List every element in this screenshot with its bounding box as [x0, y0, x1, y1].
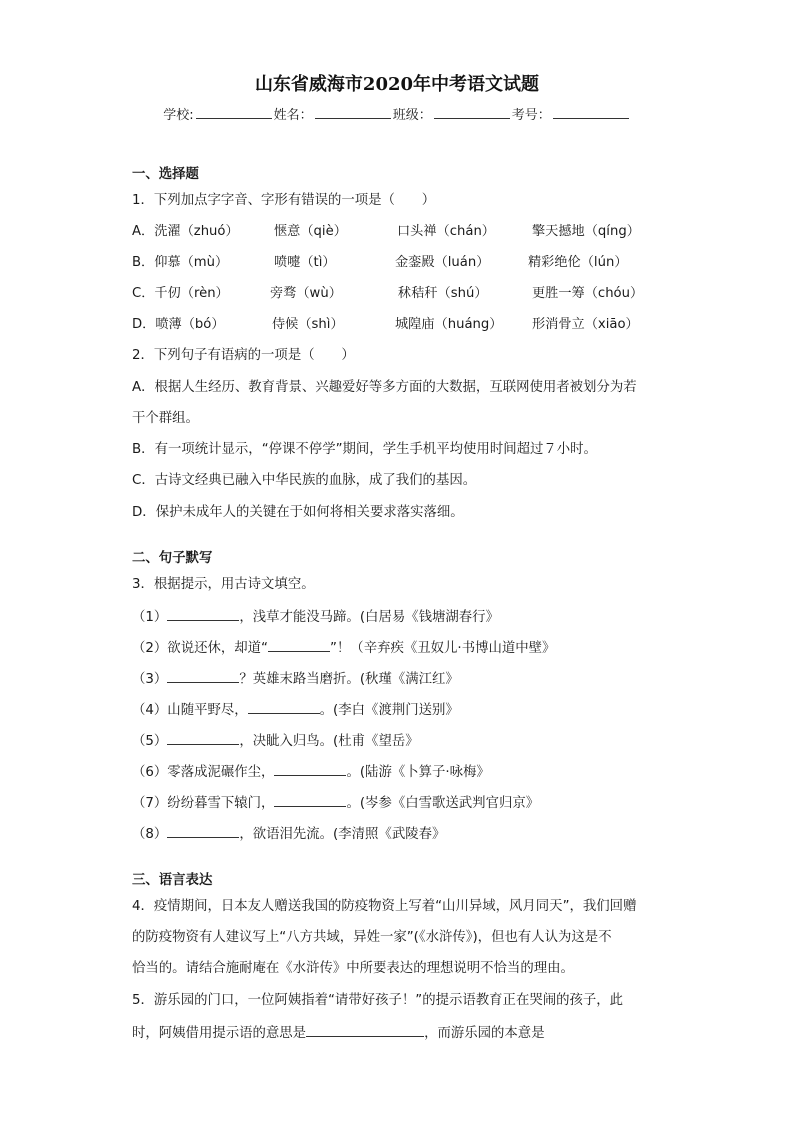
- exam-no-blank[interactable]: [553, 104, 629, 119]
- q4-line3: 恰当的。请结合施耐庵在《水浒传》中所要表达的理想说明不恰当的理由。: [132, 961, 574, 976]
- q3-item-2: （2）欲说还休，却道“ ”！（辛弃疾《丑奴儿·书博山道中壁》: [132, 638, 555, 658]
- q1-option-d-3: 城隍庙（huáng）: [395, 317, 503, 332]
- answer-blank[interactable]: [167, 607, 239, 621]
- section-heading-choice: 一、选择题: [132, 167, 199, 182]
- answer-blank[interactable]: [306, 1023, 424, 1037]
- q1-option-b-2: 喷嚏（tì）: [274, 255, 336, 270]
- name-label: 姓名：: [273, 108, 313, 123]
- q1-stem: 1．下列加点字字音、字形有错误的一项是（ ）: [132, 193, 436, 208]
- q2-option-b: B．有一项统计显示，“停课不停学”期间，学生手机平均使用时间超过７小时。: [132, 442, 597, 457]
- q1-option-d-4: 形消骨立（xiāo）: [532, 317, 639, 332]
- q2-option-a-line2: 干个群组。: [132, 411, 199, 426]
- class-label: 班级：: [392, 108, 432, 123]
- q1-option-b-3: 金銮殿（luán）: [395, 255, 490, 270]
- q3-item-8: （8） ，欲语泪先流。(李清照《武陵春》: [132, 824, 445, 844]
- answer-blank[interactable]: [268, 638, 330, 652]
- q2-option-d: D．保护未成年人的关键在于如何将相关要求落实落细。: [132, 505, 464, 520]
- answer-blank[interactable]: [167, 824, 239, 838]
- section-heading-expression: 三、语言表达: [132, 873, 213, 888]
- q1-option-a-2: 惬意（qiè）: [274, 224, 347, 239]
- q1-option-b-4: 精彩绝伦（lún）: [528, 255, 628, 270]
- q4-line2: 的防疫物资有人建议写上“八方共域，异姓一家”(《水浒传》)，但也有人认为这是不: [132, 930, 612, 945]
- q3-item-1: （1） ，浅草才能没马蹄。(白居易《钱塘湖春行》: [132, 607, 499, 627]
- q3-item-4: （4）山随平野尽， 。(李白《渡荆门送别》: [132, 700, 459, 720]
- q3-item-6: （6）零落成泥碾作尘， 。(陆游《卜算子·咏梅》: [132, 762, 490, 782]
- q1-option-c-1: C．千仞（rèn）: [132, 286, 229, 301]
- q1-option-c-3: 秫秸秆（shú）: [398, 286, 488, 301]
- q3-item-3: （3） ？英雄末路当磨折。(秋瑾《满江红》: [132, 669, 459, 689]
- answer-blank[interactable]: [167, 731, 239, 745]
- student-info-line: [0, 104, 794, 123]
- page-title: 山东省威海市2020年中考语文试题: [254, 74, 540, 95]
- answer-blank[interactable]: [248, 700, 320, 714]
- q5-line1: 5．游乐园的门口，一位阿姨指着“请带好孩子！”的提示语教育正在哭闹的孩子，此: [132, 993, 624, 1008]
- q1-option-c-4: 更胜一筹（chóu）: [532, 286, 644, 301]
- q2-option-c: C．古诗文经典已融入中华民族的血脉，成了我们的基因。: [132, 473, 477, 488]
- q5-line2: 时，阿姨借用提示语的意思是 ，而游乐园的本意是: [132, 1023, 545, 1043]
- q1-option-c-2: 旁骛（wù）: [270, 286, 342, 301]
- section-heading-recitation: 二、句子默写: [132, 551, 213, 566]
- q4-line1: 4．疫情期间，日本友人赠送我国的防疫物资上写着“山川异域，风月同天”，我们回赠: [132, 899, 637, 914]
- answer-blank[interactable]: [274, 793, 346, 807]
- answer-blank[interactable]: [274, 762, 346, 776]
- q1-option-d-2: 侍候（shì）: [272, 317, 344, 332]
- q1-option-d-1: D．喷薄（bó）: [132, 317, 225, 332]
- class-blank[interactable]: [434, 104, 510, 119]
- q2-stem: 2．下列句子有语病的一项是（ ）: [132, 348, 355, 363]
- q3-stem: 3．根据提示，用古诗文填空。: [132, 577, 315, 592]
- q1-option-a-4: 擎天撼地（qíng）: [532, 224, 640, 239]
- q2-option-a-line1: A．根据人生经历、教育背景、兴趣爱好等多方面的大数据，互联网使用者被划分为若: [132, 380, 637, 395]
- q1-option-a-3: 口头禅（chán）: [397, 224, 495, 239]
- school-blank[interactable]: [196, 104, 272, 119]
- q3-item-5: （5） ，决眦入归鸟。(杜甫《望岳》: [132, 731, 419, 751]
- q1-option-a-1: A．洗濯（zhuó）: [132, 224, 239, 239]
- answer-blank[interactable]: [167, 669, 239, 683]
- school-label: 学校:: [163, 108, 194, 123]
- exam-no-label: 考号：: [511, 108, 551, 123]
- name-blank[interactable]: [315, 104, 391, 119]
- q3-item-7: （7）纷纷暮雪下辕门， 。(岑参《白雪歌送武判官归京》: [132, 793, 539, 813]
- q1-option-b-1: B．仰慕（mù）: [132, 255, 229, 270]
